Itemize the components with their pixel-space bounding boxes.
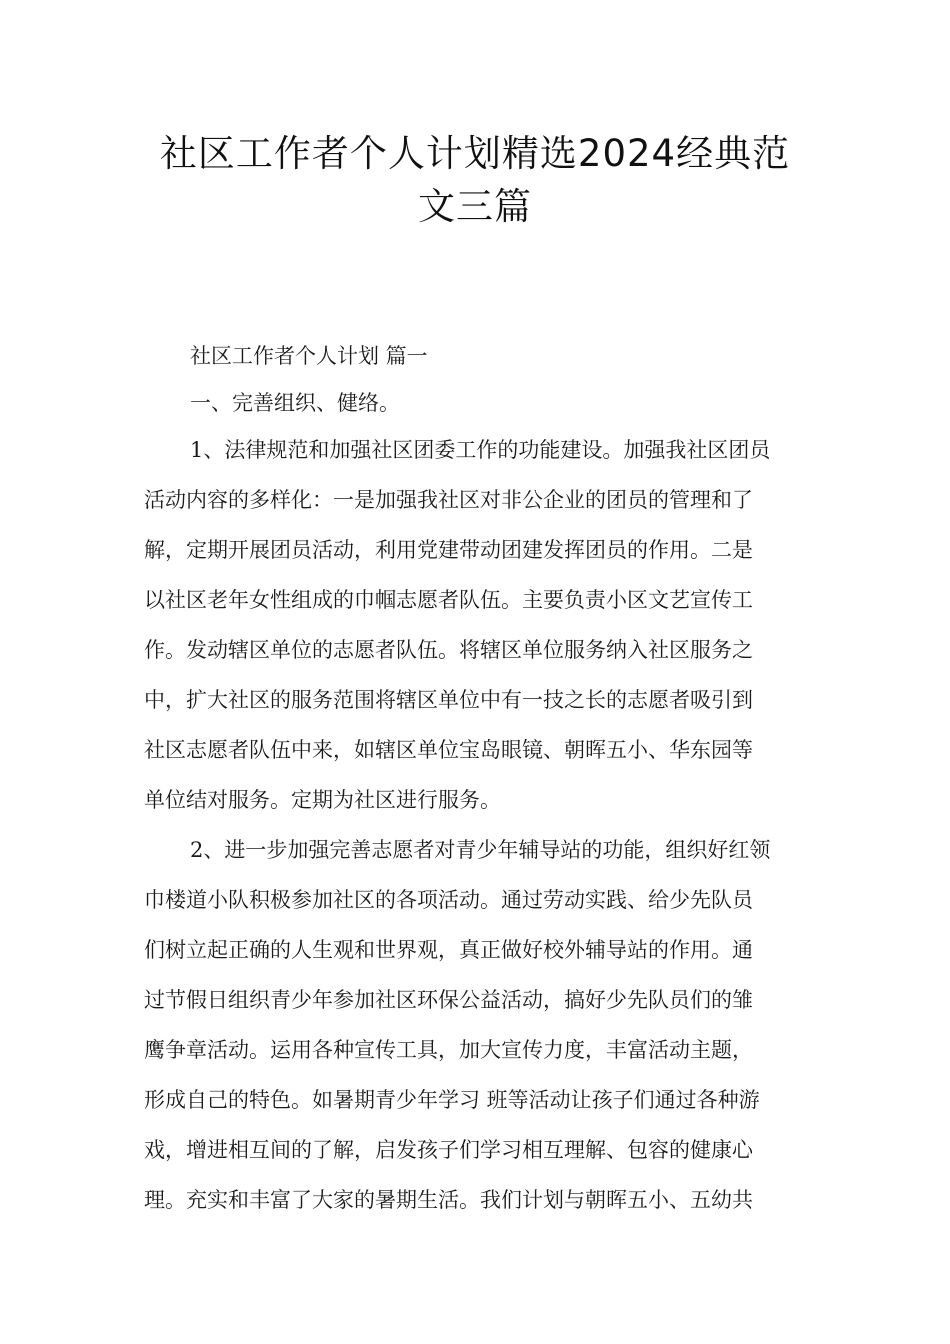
body-line: 戏，增进相互间的了解，启发孩子们学习相互理解、包容的健康心 <box>144 1138 753 1162</box>
body-line: 中，扩大社区的服务范围将辖区单位中有一技之长的志愿者吸引到 <box>144 688 753 712</box>
document-title-line-2: 文三篇 <box>418 185 532 228</box>
subsection-heading: 一、完善组织、健络。 <box>190 391 400 415</box>
body-line: 单位结对服务。定期为社区进行服务。 <box>144 788 501 812</box>
body-line: 过节假日组织青少年参加社区环保公益活动，搞好少先队员们的雏 <box>144 988 753 1012</box>
body-line: 作。发动辖区单位的志愿者队伍。将辖区单位服务纳入社区服务之 <box>144 638 753 662</box>
body-line: 形成自己的特色。如暑期青少年学习 班等活动让孩子们通过各种游 <box>144 1088 760 1112</box>
body-line: 1、法律规范和加强社区团委工作的功能建设。加强我社区团员 <box>190 438 771 462</box>
body-line: 活动内容的多样化：一是加强我社区对非公企业的团员的管理和了 <box>144 488 753 512</box>
body-line: 巾楼道小队积极参加社区的各项活动。通过劳动实践、给少先队员 <box>144 888 753 912</box>
body-line: 鹰争章活动。运用各种宣传工具，加大宣传力度，丰富活动主题， <box>144 1038 753 1062</box>
body-line: 2、进一步加强完善志愿者对青少年辅导站的功能，组织好红领 <box>190 838 771 862</box>
body-line: 理。充实和丰富了大家的暑期生活。我们计划与朝晖五小、五幼共 <box>144 1188 753 1212</box>
body-line: 社区志愿者队伍中来，如辖区单位宝岛眼镜、朝晖五小、华东园等 <box>144 738 753 762</box>
body-line: 解，定期开展团员活动，利用党建带动团建发挥团员的作用。二是 <box>144 538 753 562</box>
section-heading: 社区工作者个人计划 篇一 <box>190 344 428 368</box>
document-title-line-1: 社区工作者个人计划精选2024经典范 <box>159 132 791 175</box>
body-line: 们树立起正确的人生观和世界观，真正做好校外辅导站的作用。通 <box>144 938 753 962</box>
body-line: 以社区老年女性组成的巾帼志愿者队伍。主要负责小区文艺宣传工 <box>144 588 753 612</box>
